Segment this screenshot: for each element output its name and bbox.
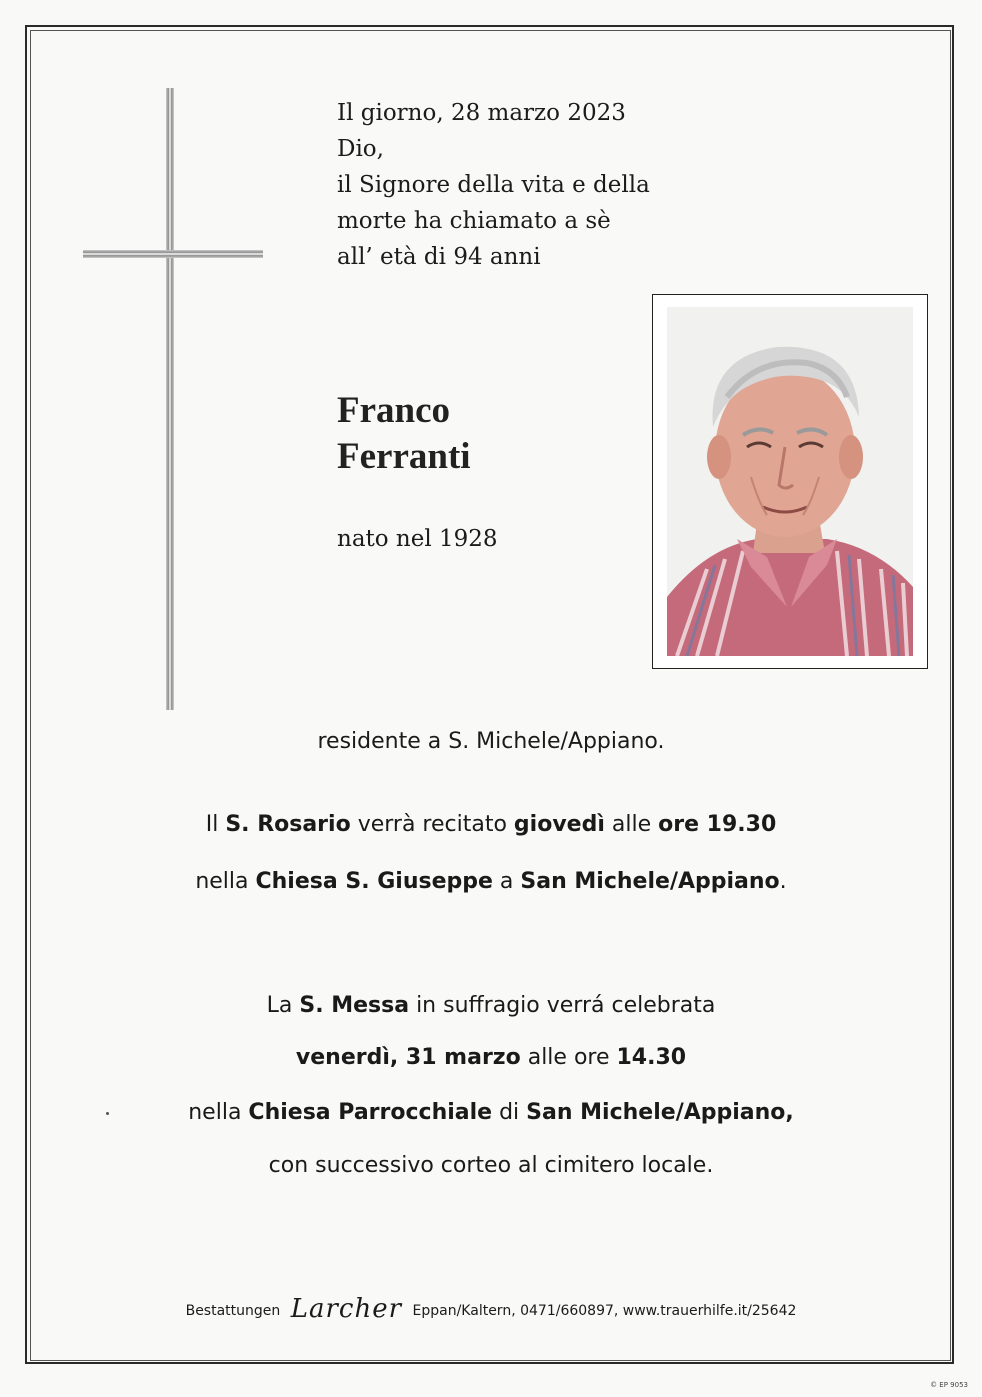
mass-line-2: venerdì, 31 marzo alle ore 14.30 bbox=[295, 1045, 687, 1070]
deceased-name bbox=[337, 388, 471, 480]
portrait-frame bbox=[652, 294, 928, 669]
footer-contact: Eppan/Kaltern, 0471/660897, www.trauerhilfe.it/25642 bbox=[412, 1303, 797, 1319]
first-name: Franco bbox=[337, 390, 451, 431]
intro-line: morte ha chiamato a sè bbox=[337, 208, 611, 234]
larcher-logo: Larcher bbox=[290, 1294, 403, 1324]
last-name: Ferranti bbox=[337, 436, 471, 477]
footer bbox=[0, 1294, 982, 1324]
intro-text bbox=[337, 95, 697, 275]
intro-line: Il giorno, 28 marzo 2023 bbox=[337, 100, 626, 126]
cross-icon-horizontal bbox=[83, 250, 263, 258]
cross-icon-vertical bbox=[166, 88, 174, 710]
residence-text: residente a S. Michele/Appiano. bbox=[317, 729, 665, 754]
rosary-line-2: nella Chiesa S. Giuseppe a San Michele/Appiano. bbox=[195, 869, 787, 894]
intro-line: il Signore della vita e della bbox=[337, 172, 650, 198]
speck bbox=[106, 1112, 109, 1115]
mass-line-3: nella Chiesa Parrocchiale di San Michele/Appiano, bbox=[188, 1100, 794, 1125]
intro-line: all’ età di 94 anni bbox=[337, 244, 541, 270]
print-code: © EP 9053 bbox=[930, 1381, 968, 1389]
intro-line: Dio, bbox=[337, 136, 384, 162]
mass-line-1: La S. Messa in suffragio verrá celebrata bbox=[266, 993, 716, 1018]
mass-line-4: con successivo corteo al cimitero locale. bbox=[268, 1153, 714, 1178]
portrait-photo bbox=[667, 307, 913, 656]
birth-year: nato nel 1928 bbox=[337, 526, 498, 552]
footer-prefix: Bestattungen bbox=[185, 1303, 281, 1319]
rosary-line-1: Il S. Rosario verrà recitato giovedì alle ore 19.30 bbox=[205, 812, 777, 837]
